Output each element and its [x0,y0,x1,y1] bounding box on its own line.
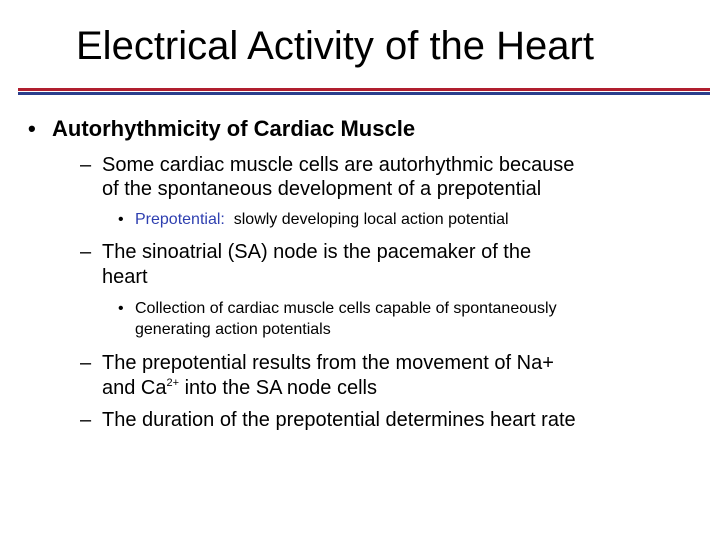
title-rule-red [18,88,710,91]
point-3-line-2-start: and Ca [102,377,167,399]
point-2-line-2: heart [102,266,148,288]
point-3-line-1: The prepotential results from the movement of Na+ [102,352,554,374]
calcium-charge-superscript: 2+ [166,377,180,389]
point-2-sub-line-1: Collection of cardiac muscle cells capable of spontaneously [135,300,557,317]
title-rule-blue [18,92,710,95]
slide-title: Electrical Activity of the Heart [76,24,594,68]
prepotential-definition: slowly developing local action potential [224,211,509,228]
point-2-sub-line-2: generating action potentials [135,321,331,338]
prepotential-term: Prepotential: [135,211,225,228]
point-1-line-1: Some cardiac muscle cells are autorhythmic because [102,154,575,176]
point-2-line-1: The sinoatrial (SA) node is the pacemaker of the [102,241,532,263]
dash-marker: – [80,409,92,431]
main-heading: Autorhythmicity of Cardiac Muscle [52,116,416,141]
point-3-line-2-end: into the SA node cells [179,377,377,399]
sub-bullet-marker: • [118,300,124,317]
bullet-marker: • [28,116,36,141]
point-1-sub [135,210,509,229]
dash-marker: – [80,352,92,374]
point-3-line-2 [102,377,377,400]
dash-marker: – [80,241,92,263]
sub-bullet-marker: • [118,211,124,228]
dash-marker: – [80,154,92,176]
point-4-line-1: The duration of the prepotential determines heart rate [102,409,576,431]
point-1-line-2: of the spontaneous development of a prepotential [102,178,542,200]
